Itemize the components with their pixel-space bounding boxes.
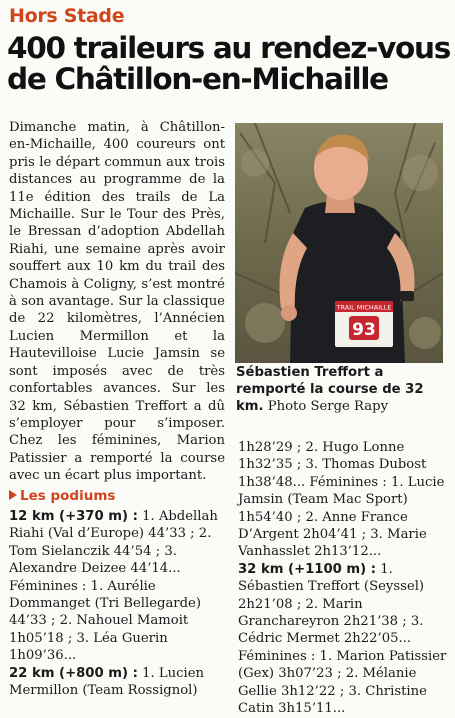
race-label: 32 km (+1100 m) : <box>238 561 377 577</box>
bib-header: TRAIL MICHAILLE <box>336 303 392 312</box>
bib-number: 93 <box>352 320 376 340</box>
runner-illustration <box>235 123 443 363</box>
arrow-icon <box>9 490 17 500</box>
podiums-heading <box>9 488 115 504</box>
article-headline: 400 traileurs au rendez-vous de Châtillon-en-Michaille <box>7 31 450 96</box>
race-results: 1. Lucien Mermillon (Team Rossignol) <box>9 665 204 699</box>
race-results: 1h28’29 ; 2. Hugo Lonne 1h32’35 ; 3. Thomas Dubost 1h38’48... Féminines : 1. Lucie Jamsin (Team Mac Sport) 1h54’40 ; 2. Anne France D’Argent 2h04’41 ; 3. Marie Vanhasslet 2h13’12... <box>238 440 445 560</box>
photo-caption <box>236 364 446 415</box>
caption-text: Sébastien Treffort a remporté la course de 32 km. <box>236 365 424 414</box>
podiums-title: Les podiums <box>20 488 116 504</box>
result-block-12km <box>9 508 231 665</box>
article-paragraph: Dimanche matin, à Châtillon-en-Michaille, 400 coureurs ont pris le départ commun aux trois distances au programme de la 11e édition des trails de La Michaille. Sur le Tour des Près, le Bressan d’adoption Abdellah Riahi, une semaine après avoir souffert aux 10 km du trail des Chamois à Coligny, s’est montré à son avantage. Sur la classique de 22 kilomètres, l’Annécien Lucien Mermillon et la Hautevilloise Lucie Jamsin se sont imposés avec de très confortables avances. Sur les 32 km, Sébastien Treffort a dû s’employer pour s’imposer. Chez les féminines, Marion Patissier a remporté la course avec un écart plus important. <box>9 120 225 484</box>
race-label: 22 km (+800 m) : <box>9 665 138 681</box>
article-body <box>9 119 225 485</box>
section-rubric: Hors Stade <box>9 5 125 27</box>
race-label: 12 km (+370 m) : <box>9 509 138 524</box>
race-results: 1. Abdellah Riahi (Val d’Europe) 44’33 ; 2. Tom Sielanczik 44’54 ; 3. Alexandre Deizee 44’14... Féminines : 1. Aurélie Dommanget (Tri Bellegarde) 44’33 ; 2. Nahouel Mamoit 1h05’18 ; 3. Léa Guerin 1h09’36... <box>9 509 218 664</box>
result-block-22km <box>9 665 231 700</box>
photo-credit: Photo Serge Rapy <box>263 399 389 414</box>
results-column-left <box>9 508 231 699</box>
results-column-right <box>238 439 450 718</box>
result-block-32km <box>238 561 450 718</box>
result-block-22km-cont <box>238 439 450 561</box>
runner-photo <box>235 123 443 363</box>
race-results: 1. Sébastien Treffort (Seyssel) 2h21’08 ; 2. Marin Granchareyron 2h21’38 ; 3. Cédric Mermet 2h22’05... Féminines : 1. Marion Patissier (Gex) 3h07’23 ; 2. Mélanie Gellie 3h12’22 ; 3. Christine Catin 3h15’11... <box>238 561 447 717</box>
